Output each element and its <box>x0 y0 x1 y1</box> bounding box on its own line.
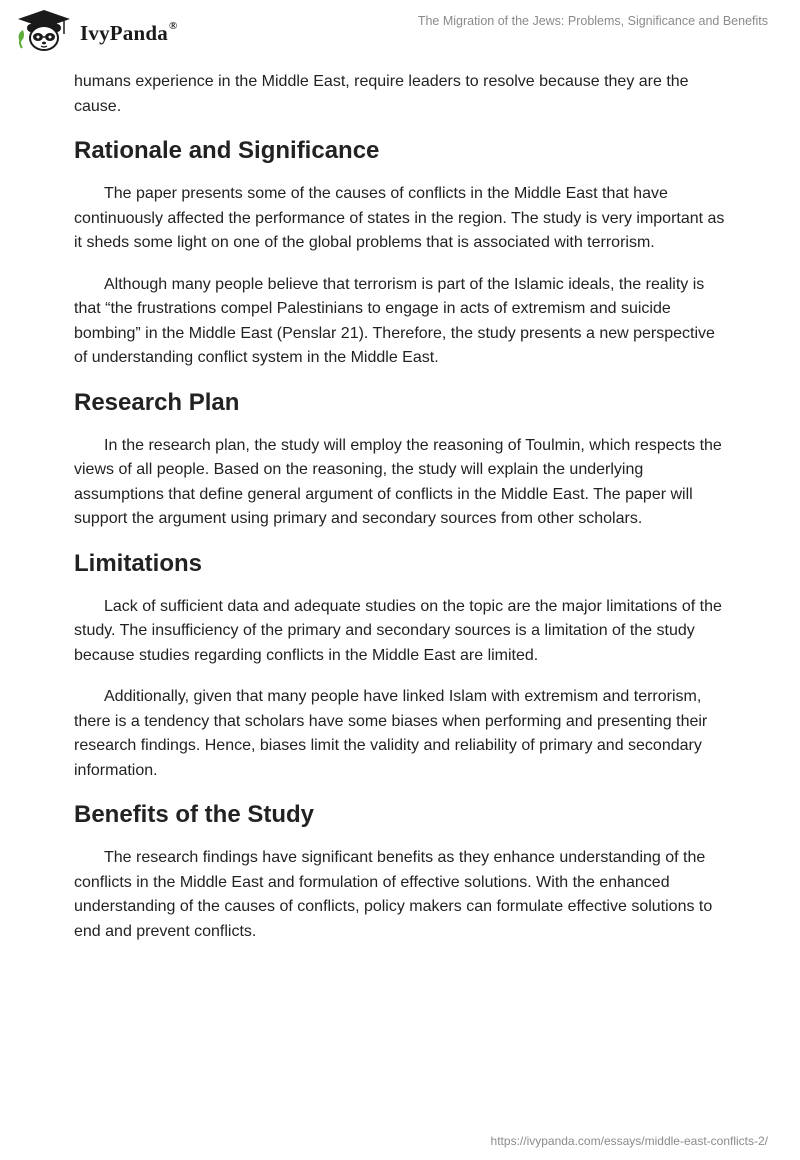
essay-body <box>74 70 726 961</box>
paragraph: Although many people believe that terrorism is part of the Islamic ideals, the reality is that “the frustrations compel Palestinians to engage in acts of extremism and suicide bombing” in the Middle East (Penslar 21). Therefore, the study presents a new perspective of understanding conflict system in the Middle East. <box>74 275 715 366</box>
paragraph: The research findings have significant benefits as they enhance understanding of the conflicts in the Middle East and formulation of effective solutions. With the enhanced understanding of the causes of conflicts, policy makers can formulate effective solutions to end and prevent conflicts. <box>74 849 713 940</box>
brand-name: IvyPanda® <box>80 19 178 45</box>
source-url-link[interactable]: https://ivypanda.com/essays/middle-east-conflicts-2/ <box>490 1134 768 1148</box>
paragraph: Lack of sufficient data and adequate studies on the topic are the major limitations of the study. The insufficiency of the primary and secondary sources is a limitation of the study because studies regarding conflicts in the Middle East are limited. <box>74 597 722 664</box>
registered-mark: ® <box>168 19 178 32</box>
document-title: The Migration of the Jews: Problems, Significance and Benefits <box>417 14 768 28</box>
heading-limitations: Limitations <box>74 549 203 577</box>
heading-research-plan: Research Plan <box>74 388 240 416</box>
paragraph: In the research plan, the study will employ the reasoning of Toulmin, which respects the views of all people. Based on the reasoning, the study will explain the underlying assumptions that define general argument of conflicts in the Middle East. The paper will support the argument using primary and secondary sources from other scholars. <box>74 436 722 527</box>
panda-graduate-icon <box>14 8 74 54</box>
page-header <box>0 0 800 64</box>
paragraph: Additionally, given that many people have linked Islam with extremism and terrorism, there is a tendency that scholars have some biases when performing and presenting their research findings. Hence, biases limit the validity and reliability of primary and secondary information. <box>74 688 708 779</box>
heading-benefits: Benefits of the Study <box>74 801 315 828</box>
paragraph: The paper presents some of the causes of conflicts in the Middle East that have continuously affected the performance of states in the region. The study is very important as it sheds some light on one of the global problems that is associated with terrorism. <box>74 185 725 251</box>
ivypanda-logo[interactable] <box>14 8 177 54</box>
intro-paragraph: humans experience in the Middle East, require leaders to resolve because they are the cause. <box>74 73 689 115</box>
heading-rationale: Rationale and Significance <box>74 137 380 164</box>
